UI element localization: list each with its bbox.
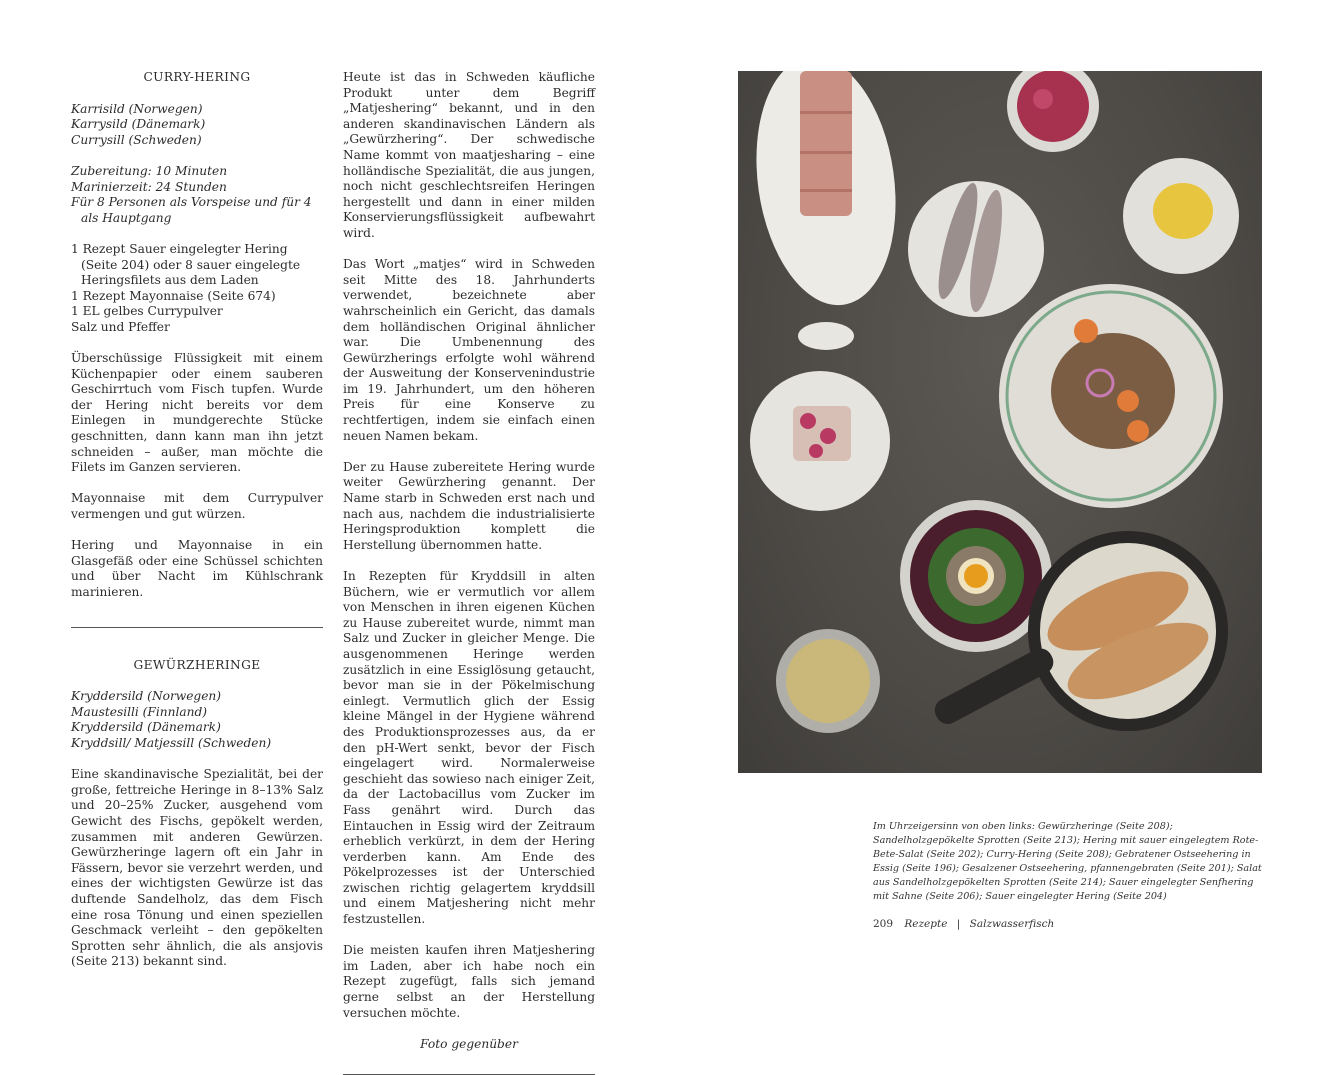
prep-time: Zubereitung: 10 Minuten [71, 163, 228, 178]
ingredient: Salz und Pfeffer [71, 319, 170, 334]
ingredient: 1 Rezept Sauer eingelegter Hering (Seite 204) oder 8 sauer eingelegte Heringsfilets aus dem Laden [71, 241, 301, 288]
body-paragraph: Der zu Hause zubereitete Hering wurde weiter Gewürzhering genannt. Der Name starb in Schweden erst nach und nach aus, nachdem die industrialisierte Heringsproduktion komplett die Herstellung übernommen hatte. [343, 459, 595, 552]
servings: Für 8 Personen als Vorspeise und für 4 als Hauptgang [71, 195, 312, 225]
gewuerz-names [71, 689, 323, 751]
curry-names [71, 102, 323, 149]
photo-reference: Foto gegenüber [420, 1036, 518, 1051]
ingredient: 1 Rezept Mayonnaise (Seite 674) [71, 288, 276, 303]
name-line: Kryddersild (Norwegen) [71, 689, 222, 704]
curry-prep [71, 164, 323, 226]
name-line: Karrysild (Dänemark) [71, 117, 206, 132]
curry-step: Überschüssige Flüssigkeit mit einem Küchenpapier oder einem sauberen Geschirrtuch vom Fisch tupfen. Wurde der Hering nicht bereits vor dem Einlegen in mundgerechte Stücke geschnitten, dann kann man ihn jetzt schneiden – außer, man möchte die Filets im Ganzen servieren. [71, 351, 323, 475]
name-line: Kryddersild (Dänemark) [71, 720, 221, 735]
curry-step: Mayonnaise mit dem Currypulver vermengen und gut würzen. [71, 491, 323, 522]
recipe-title-curry-hering: CURRY-HERING [143, 70, 251, 84]
ingredient: 1 EL gelbes Currypulver [71, 304, 223, 319]
name-line: Karrisild (Norwegen) [71, 101, 203, 116]
page-footer [873, 918, 1054, 930]
name-line: Kryddsill/ Matjessill (Schweden) [71, 735, 272, 750]
gewuerz-intro: Eine skandinavische Spezialität, bei der große, fettreiche Heringe in 8–13% Salz und 20–25% Zucker, ausgehend vom Gewicht des Fischs, gepökelt werden, zusammen mit anderen Gewürzen. Gewürzheringe lagern oft ein Jahr in Fässern, bevor sie verzehrt werden, und eines der wichtigsten Gewürze ist das duftende Sandelholz, das dem Fisch eine rosa Tönung und einen speziellen Geschmack verleiht – den gepökelten Sprotten sehr ähnlich, die als ansjovis (Seite 213) bekannt sind. [71, 767, 323, 969]
body-paragraph: In Rezepten für Kryddsill in alten Büchern, wie er vermutlich vor allem von Menschen in ihren eigenen Küchen zu Hause zubereitet wurde, nimmt man Salz und Zucker in gleicher Menge. Die ausgenommenen Heringe werden zusätzlich in eine Essiglösung getaucht, bevor man sie in der Pökelmischung einlegt. Vermutlich glich der Essig kleine Mängel in der Hygiene während des Produktionsprozesses aus, da er den pH-Wert senkt, bevor der Fisch eingelagert wird. Normalerweise geschieht das sowieso nach einiger Zeit, da der Lactobacillus vom Zucker im Fass genährt wird. Durch das Eintauchen in Essig wird der Zeitraum erheblich verkürzt, in dem der Hering verderben kann. Am Ende des Pökelprozesses ist der Unterschied zwischen richtig gelagertem kryddsill und einem Matjeshering nicht mehr festzustellen. [343, 569, 595, 927]
photo-caption: Im Uhrzeigersinn von oben links: Gewürzheringe (Seite 208); Sandelholzgepökelte Sprotten (Seite 213); Hering mit sauer eingelegtem Rote-Bete-Salat (Seite 202); Curry-Hering (Seite 208); Gebratener Ostseehering in Essig (Seite 196); Gesalzener Ostseehering, pfannengebraten (Seite 201); Salat aus Sandelholzgepökelten Sprotten (Seite 214); Sauer eingelegter Senfhering mit Sahne (Seite 206); Sauer eingelegter Hering (Seite 204) [873, 821, 1262, 902]
name-line: Maustesilli (Finnland) [71, 704, 208, 719]
page-number: 209 [873, 918, 894, 930]
left-column [71, 70, 323, 985]
chapter-label: Salzwasserfisch [969, 918, 1055, 930]
section-label: Rezepte [904, 918, 948, 930]
body-paragraph: Die meisten kaufen ihren Matjeshering im Laden, aber ich habe noch ein Rezept zugefügt, falls sich jemand gerne selbst an der Herstellung versuchen möchte. [343, 943, 595, 1020]
folio-separator: | [956, 918, 961, 930]
curry-ingredients [71, 242, 323, 336]
food-photo [738, 71, 1262, 773]
middle-column [343, 70, 595, 1075]
food-photo-illustration [738, 71, 1262, 773]
name-line: Currysill (Schweden) [71, 132, 202, 147]
body-paragraph: Heute ist das in Schweden käufliche Produkt unter dem Begriff „Matjeshering“ bekannt, und in den anderen skandinavischen Ländern als „Gewürzhering“. Der schwedische Name kommt von maatjesharing – eine holländische Spezialität, die aus jungen, noch nicht geschlechtsreifen Heringen hergestellt und dann in einer milden Konservierungsflüssigkeit aufbewahrt wird. [343, 70, 595, 240]
curry-step: Hering und Mayonnaise in ein Glasgefäß oder eine Schüssel schichten und über Nacht im Kühlschrank marinieren. [71, 538, 323, 599]
section-divider [71, 627, 323, 628]
body-paragraph: Das Wort „matjes“ wird in Schweden seit Mitte des 18. Jahrhunderts verwendet, bezeichnete aber wahrscheinlich ein Gericht, das damals dem holländischen Original ähnlicher war. Die Umbenennung des Gewürzherings erfolgte wohl während der Ausweitung der Konservenindustrie im 19. Jahrhundert, um den höheren Preis für eine Konserve zu rechtfertigen, indem sie einfach einen neuen Namen bekam. [343, 257, 595, 443]
marinate-time: Marinierzeit: 24 Stunden [71, 179, 227, 194]
recipe-title-gewuerzheringe: GEWÜRZHERINGE [133, 657, 261, 672]
